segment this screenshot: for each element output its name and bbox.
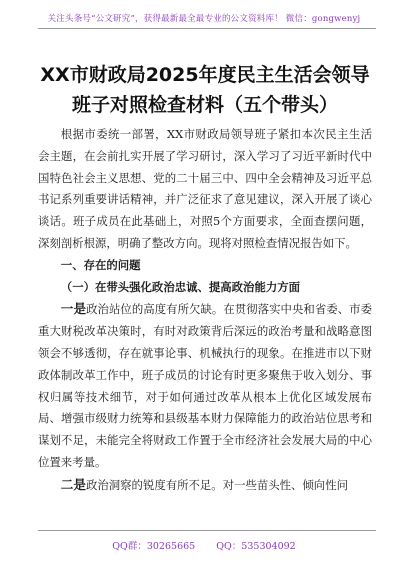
paragraph-1 bbox=[38, 298, 372, 473]
paragraph-2-lead: 二是 bbox=[60, 476, 86, 492]
paragraph-1-lead: 一是 bbox=[60, 301, 87, 317]
document-title: XX市财政局2025年度民主生活会领导班子对照检查材料（五个带头） bbox=[40, 64, 370, 116]
header-divider bbox=[38, 28, 376, 29]
header-note: 关注头条号“公文研究”，获得最新最全最专业的公文资料库！ 微信：gongwenyj bbox=[47, 14, 361, 24]
paragraph-1-text: 政治站位的高度有所欠缺。在贯彻落实中央和省委、市委重大财税改革决策时，有时对政策背后深远的政治考量和战略意图领会不够透彻，存在就事论事、机械执行的现象。在推进市以下财政体制改革工作中，班子成员的讨论有时更多聚焦于收入划分、事权归属等技术细节，对于如何通过改革从根本上优化区域发展布局、增强市级财力统筹和县级基本财力保障能力的政治站位思考和谋划不足，未能完全将财政工作置于全市经济社会发展大局的中心位置来考量。 bbox=[38, 302, 373, 469]
subsection-heading: （一）在带头强化政治忠诚、提高政治能力方面 bbox=[60, 279, 301, 294]
document-body bbox=[38, 124, 372, 497]
footer-qq: QQ：535304092 bbox=[216, 541, 296, 552]
footer-divider bbox=[38, 530, 376, 531]
footer-qq-group: QQ群：30265665 bbox=[112, 541, 196, 552]
paragraph-2-text: 政治洞察的锐度有所不足。对一些苗头性、倾向性问 bbox=[85, 477, 348, 492]
footer bbox=[0, 538, 408, 552]
paragraph-2 bbox=[38, 474, 372, 497]
intro-paragraph: 根据市委统一部署，XX市财政局领导班子紧扣本次民主生活会主题，在会前扎实开展了学习研讨，深入学习了习近平新时代中国特色社会主义思想、党的二十届三中、四中全会精神及习近平总书记系列重要讲话精神，并广泛征求了意见建议，深入开展了谈心谈话。班子成员在此基础上，对照5个方面要求，全面查摆问题，深刻剖析根源，明确了整改方向。现将对照检查情况报告如下。 bbox=[38, 127, 372, 250]
section-heading: 一、存在的问题 bbox=[60, 257, 141, 272]
